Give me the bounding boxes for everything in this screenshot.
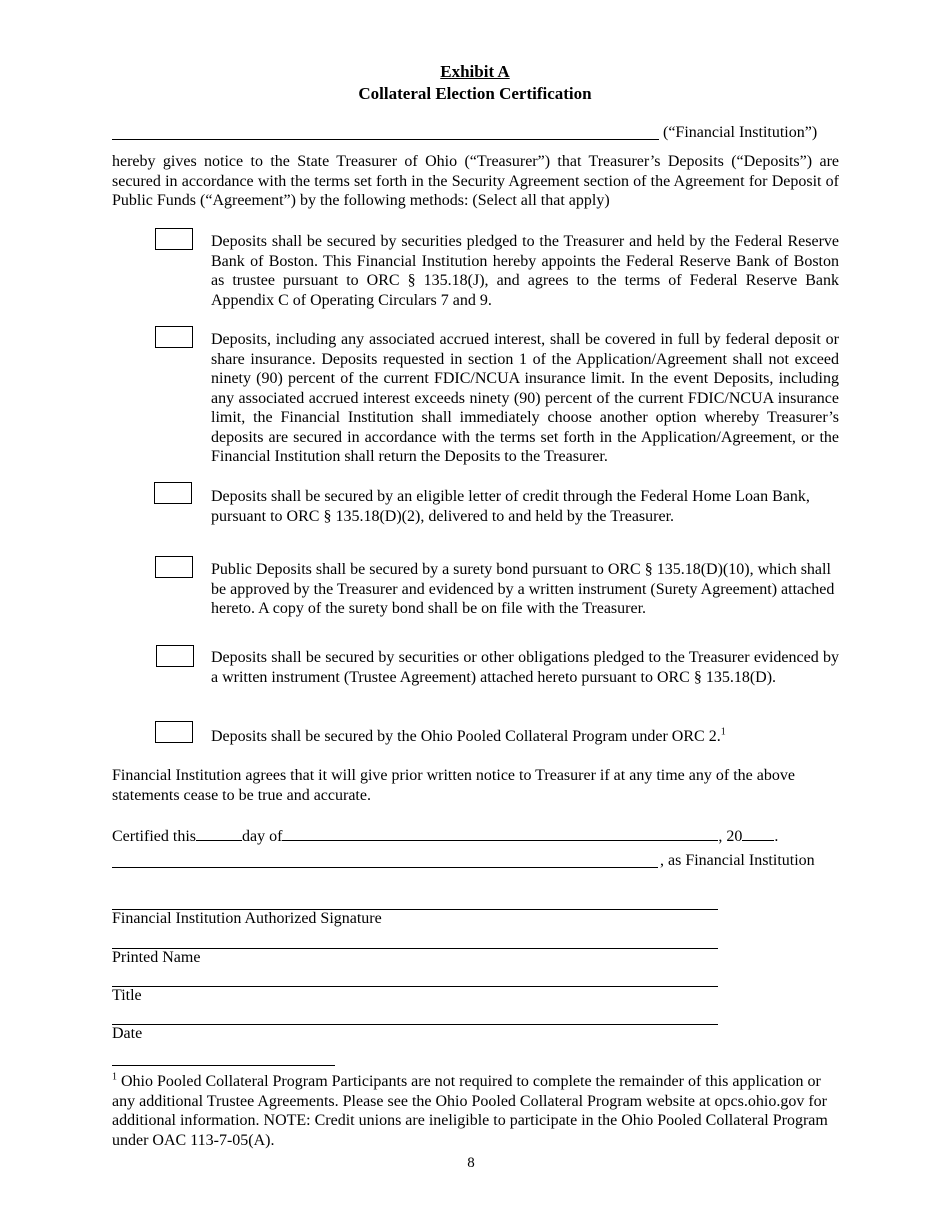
- as-financial-institution-label: , as Financial Institution: [660, 852, 815, 869]
- footnote-reference[interactable]: 1: [720, 726, 726, 738]
- option-3-checkbox[interactable]: [154, 482, 192, 504]
- footnote-text: Ohio Pooled Collateral Program Participants are not required to complete the remainder of this application or any additional Trustee Agreements. Please see the Ohio Pooled Collateral Program website at opcs.ohio.gov for additional information. NOTE: Credit unions are ineligible to participate in the Ohio Pooled Collateral Program under OAC 113-7-05(A).: [112, 1073, 828, 1149]
- option-6-text: [211, 727, 839, 747]
- option-2-checkbox[interactable]: [155, 326, 193, 348]
- certified-year-prefix: , 20: [718, 828, 743, 845]
- certified-year-field[interactable]: [742, 826, 774, 841]
- option-2-text: Deposits, including any associated accrued interest, shall be covered in full by federal deposit or share insurance. Deposits requested in section 1 of the Application/Agreement shall not exceed ninety (90) percent of the current FDIC/NCUA insurance limit. In the event Deposits, including any associated accrued interest exceeds ninety (90) percent of the current FDIC/NCUA insurance limit, the Financial Institution shall immediately choose another option whereby Treasurer’s deposits are secured in accordance with the terms set forth in the Application/Agreement, or the Financial Institution shall return the Deposits to the Treasurer.: [211, 331, 839, 465]
- intro-paragraph: hereby gives notice to the State Treasurer of Ohio (“Treasurer”) that Treasurer’s Deposits (“Deposits”) are secured in accordance with the terms set forth in the Security Agreement section of the Agreement for Deposit of Public Funds (“Agreement”) by the following methods: (Select all that apply): [112, 153, 839, 209]
- financial-institution-name-field[interactable]: [112, 139, 659, 140]
- certified-end: .: [774, 828, 779, 845]
- certified-day-field[interactable]: [196, 826, 242, 841]
- option-3-text: Deposits shall be secured by an eligible letter of credit through the Federal Home Loan Bank, pursuant to ORC § 135.18(D)(2), delivered to and held by the Treasurer.: [211, 488, 810, 525]
- option-1-checkbox[interactable]: [155, 228, 193, 250]
- option-5-text: Deposits shall be secured by securities or other obligations pledged to the Treasurer evidenced by a written instrument (Trustee Agreement) attached hereto pursuant to ORC § 135.18(D).: [211, 649, 839, 686]
- option-1-text: Deposits shall be secured by securities pledged to the Treasurer and held by the Federal Reserve Bank of Boston. This Financial Institution hereby appoints the Federal Reserve Bank of Boston as trustee pursuant to ORC § 135.18(J), and agrees to the terms of Federal Reserve Bank Appendix C of Operating Circulars 7 and 9.: [211, 233, 839, 309]
- printed-name-label: Printed Name: [112, 949, 201, 966]
- certified-day-of-label: day of: [241, 828, 283, 845]
- document-title: Collateral Election Certification: [358, 84, 592, 103]
- title-label: Title: [112, 987, 142, 1004]
- title-field[interactable]: [112, 986, 718, 987]
- option-6-label: Deposits shall be secured by the Ohio Pooled Collateral Program under ORC 2.: [211, 728, 721, 745]
- footnote-divider: [112, 1065, 335, 1066]
- agreement-notice: Financial Institution agrees that it will give prior written notice to Treasurer if at any time any of the above statements cease to be true and accurate.: [112, 767, 795, 804]
- date-label: Date: [112, 1025, 143, 1042]
- option-4-text: Public Deposits shall be secured by a surety bond pursuant to ORC § 135.18(D)(10), which shall be approved by the Treasurer and evidenced by a written instrument (Surety Agreement) attached hereto. A copy of the surety bond shall be on file with the Treasurer.: [211, 561, 835, 617]
- certified-prefix: Certified this: [112, 828, 196, 845]
- as-financial-institution-field[interactable]: [112, 867, 658, 868]
- exhibit-heading: Exhibit A: [440, 62, 510, 81]
- option-5-checkbox[interactable]: [156, 645, 194, 667]
- certified-month-field[interactable]: [282, 826, 718, 841]
- option-4-checkbox[interactable]: [155, 556, 193, 578]
- financial-institution-label: (“Financial Institution”): [663, 124, 818, 141]
- certified-line: [112, 826, 778, 846]
- option-6-checkbox[interactable]: [155, 721, 193, 743]
- authorized-signature-label: Financial Institution Authorized Signature: [112, 910, 382, 927]
- footnote: [112, 1072, 842, 1150]
- printed-name-field[interactable]: [112, 948, 718, 949]
- page-number: 8: [467, 1155, 475, 1171]
- date-field[interactable]: [112, 1024, 718, 1025]
- footnote-number: 1: [112, 1071, 117, 1083]
